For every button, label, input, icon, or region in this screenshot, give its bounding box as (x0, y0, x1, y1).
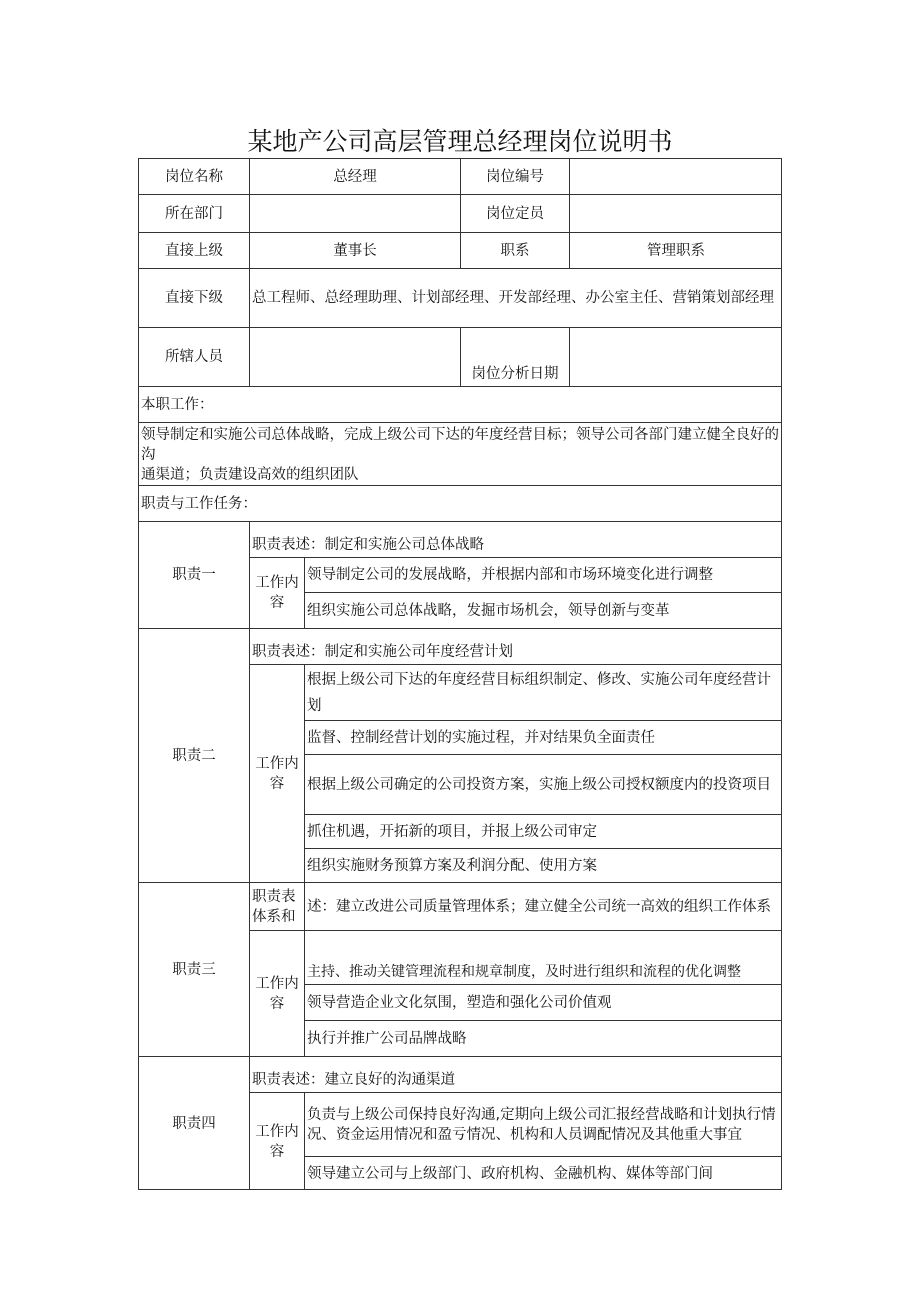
staff-label: 所辖人员 (138, 327, 249, 386)
duty-2-item-5: 组织实施财务预算方案及利润分配、使用方案 (304, 848, 782, 882)
duty-3-item-1: 主持、推动关键管理流程和规章制度，及时进行组织和流程的优化调整 (304, 930, 782, 984)
main-work-text (138, 422, 782, 485)
job-family-label: 职系 (460, 232, 569, 268)
duty-2-item-1: 根据上级公司下达的年度经营目标组织制定、修改、实施公司年度经营计划 (304, 664, 782, 720)
position-name-label: 岗位名称 (138, 158, 249, 194)
duties-label: 职责与工作任务： (138, 485, 782, 521)
direct-superior-value: 董事长 (249, 232, 460, 268)
direct-subordinates-label: 直接下级 (138, 268, 249, 327)
analysis-date-value (569, 327, 782, 386)
page-title: 某地产公司高层管理总经理岗位说明书 (247, 127, 673, 156)
duty-1-item-2: 组织实施公司总体战略，发掘市场机会，领导创新与变革 (304, 592, 782, 628)
duty-2-work-label: 工作内容 (249, 664, 304, 882)
analysis-date-label: 岗位分析日期 (460, 327, 569, 386)
position-no-value (569, 158, 782, 194)
staff-value (249, 327, 460, 386)
duty-4-item-1: 负责与上级公司保持良好沟通,定期向上级公司汇报经营战略和计划执行情况、资金运用情况和盈亏情况、机构和人员调配情况及其他重大事宜 (304, 1092, 782, 1156)
duty-2-item-4: 抓住机遇，开拓新的项目，并报上级公司审定 (304, 814, 782, 848)
headcount-label: 岗位定员 (460, 194, 569, 232)
duty-2-item-2: 监督、控制经营计划的实施过程，并对结果负全面责任 (304, 720, 782, 754)
job-family-value: 管理职系 (569, 232, 782, 268)
duty-3-item-3: 执行并推广公司品牌战略 (304, 1020, 782, 1056)
duty-4-work-label: 工作内容 (249, 1092, 304, 1190)
duty-1-name: 职责一 (138, 521, 249, 628)
department-label: 所在部门 (138, 194, 249, 232)
direct-superior-label: 直接上级 (138, 232, 249, 268)
duty-3-name: 职责三 (138, 882, 249, 1056)
duty-4-statement: 职责表述：建立良好的沟通渠道 (249, 1056, 782, 1092)
duty-3-statement-left: 职责表体系和 (249, 882, 304, 930)
duty-1-item-1: 领导制定公司的发展战略，并根据内部和市场环境变化进行调整 (304, 557, 782, 592)
direct-subordinates-value: 总工程师、总经理助理、计划部经理、开发部经理、办公室主任、营销策划部经理 (249, 268, 782, 327)
duty-1-work-label: 工作内容 (249, 557, 304, 628)
duty-2-statement: 职责表述：制定和实施公司年度经营计划 (249, 628, 782, 664)
duty-3-item-2: 领导营造企业文化氛围，塑造和强化公司价值观 (304, 984, 782, 1020)
department-value (249, 194, 460, 232)
duty-2-item-3: 根据上级公司确定的公司投资方案，实施上级公司授权额度内的投资项目 (304, 754, 782, 814)
duty-4-item-2: 领导建立公司与上级部门、政府机构、金融机构、媒体等部门间 (304, 1156, 782, 1190)
main-work-line-1: 领导制定和实施公司总体战略，完成上级公司下达的年度经营目标；领导公司各部门建立健全良好的沟 (141, 427, 779, 463)
duty-3-work-label: 工作内容 (249, 930, 304, 1056)
main-work-label: 本职工作： (138, 386, 782, 422)
duty-4-name: 职责四 (138, 1056, 249, 1190)
duty-1-statement: 职责表述：制定和实施公司总体战略 (249, 521, 782, 557)
duty-2-name: 职责二 (138, 628, 249, 882)
main-work-line-2: 通渠道；负责建设高效的组织团队 (141, 467, 359, 483)
position-name-value: 总经理 (249, 158, 460, 194)
headcount-value (569, 194, 782, 232)
duty-3-statement-right: 述：建立改进公司质量管理体系；建立健全公司统一高效的组织工作体系 (304, 882, 782, 930)
position-no-label: 岗位编号 (460, 158, 569, 194)
